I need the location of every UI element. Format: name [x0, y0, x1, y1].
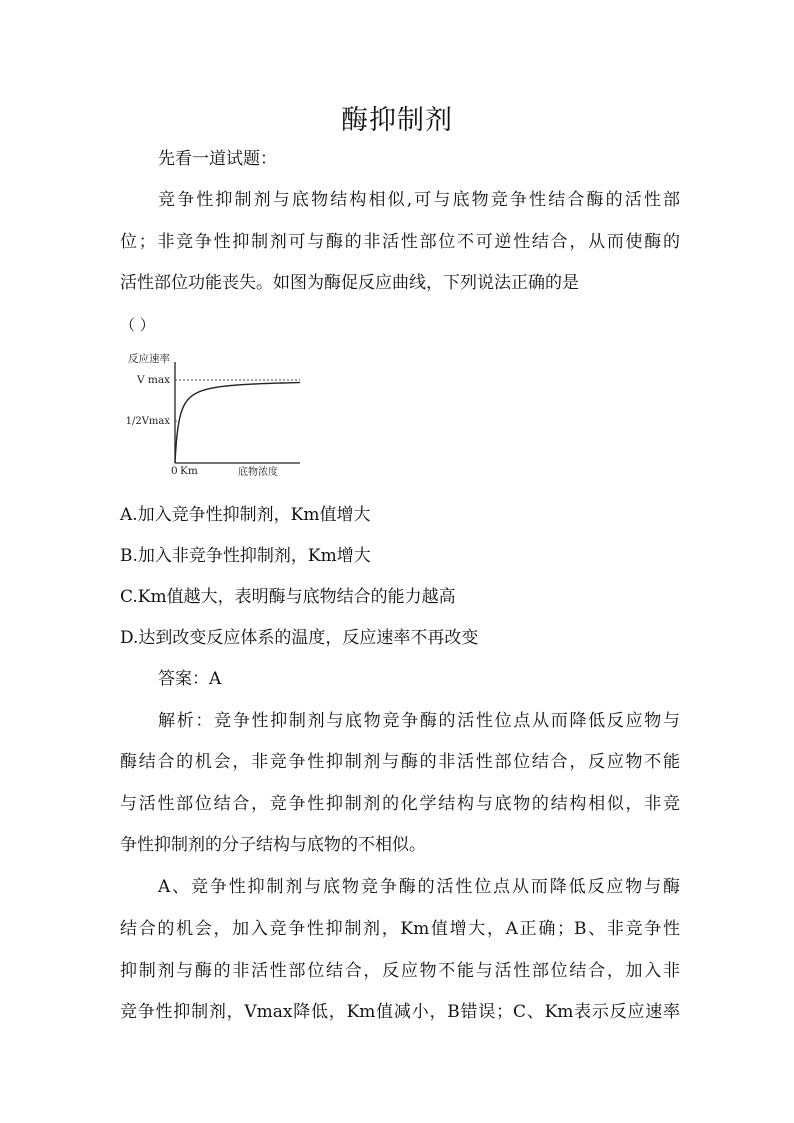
option-c: C.Km值越大，表明酶与底物结合的能力越高: [120, 587, 456, 607]
analysis-p2-line-2: 结合的机会，加入竞争性抑制剂，Km值增大，A正确；B、非竞争性: [120, 919, 680, 939]
analysis-p1-line-1: 解析：竞争性抑制剂与底物竞争酶的活性位点从而降低反应物与: [158, 711, 680, 731]
y-tick-vmax: V max: [136, 374, 170, 386]
analysis-p2-line-4: 竞争性抑制剂，Vmax降低，Km值减小，B错误；C、Km表示反应速率: [120, 1002, 680, 1022]
answer-text: 答案：A: [158, 669, 222, 689]
intro-text: 先看一道试题：: [158, 149, 277, 169]
enzyme-rate-chart: [118, 348, 308, 480]
analysis-p1-line-3: 与活性部位结合，竞争性抑制剂的化学结构与底物的结构相似，非竞: [120, 794, 680, 814]
question-line-2: 位；非竞争性抑制剂可与酶的非活性部位不可逆性结合，从而使酶的: [120, 232, 680, 252]
page-title: 酶抑制剂: [341, 105, 453, 136]
x-tick-km: Km: [180, 465, 198, 477]
chart-ylabel: 反应速率: [128, 353, 170, 365]
analysis-p1-line-4: 争性抑制剂的分子结构与底物的不相似。: [120, 835, 426, 855]
analysis-p2-line-3: 抑制剂与酶的非活性部位结合，反应物不能与活性部位结合，加入非: [120, 961, 680, 981]
analysis-p2-line-1: A、竞争性抑制剂与底物竞争酶的活性位点从而降低反应物与酶: [158, 877, 680, 897]
analysis-p1-line-2: 酶结合的机会，非竞争性抑制剂与酶的非活性部位结合，反应物不能: [120, 752, 680, 772]
answer-blank: （ ）: [120, 316, 155, 334]
option-d: D.达到改变反应体系的温度，反应速率不再改变: [120, 628, 479, 648]
reaction-rate-curve: [175, 383, 300, 463]
chart-xlabel: 底物浓度: [238, 467, 278, 478]
option-b: B.加入非竞争性抑制剂，Km增大: [120, 546, 371, 566]
question-line-1: 竞争性抑制剂与底物结构相似,可与底物竞争性结合酶的活性部: [158, 190, 680, 210]
option-a: A.加入竞争性抑制剂，Km值增大: [120, 505, 371, 525]
x-tick-origin: 0: [171, 465, 178, 477]
y-tick-half-vmax: 1/2Vmax: [125, 416, 170, 427]
question-line-3: 活性部位功能丧失。如图为酶促反应曲线，下列说法正确的是: [120, 273, 579, 293]
